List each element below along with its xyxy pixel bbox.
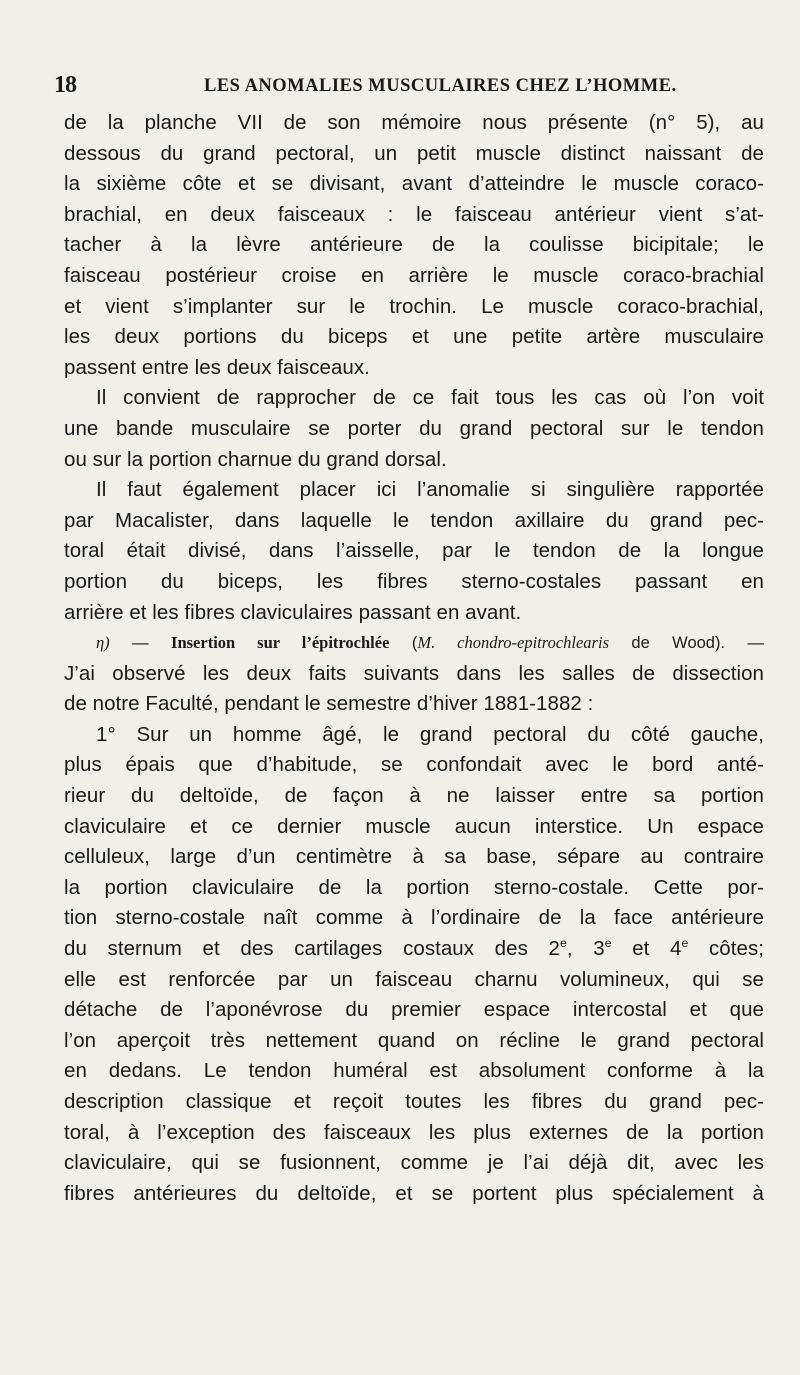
text-line: la sixième côte et se divisant, avant d’atteindre le muscle coraco- [64, 172, 764, 196]
running-title: LES ANOMALIES MUSCULAIRES CHEZ L’HOMME. [204, 76, 677, 96]
text-line: elle est renforcée par un faisceau charnu volumineux, qui se [64, 967, 764, 991]
section-heading-line [64, 628, 764, 659]
text-line: brachial, en deux faisceaux : le faisceau antérieur vient s’at- [64, 202, 764, 226]
text-line: une bande musculaire se porter du grand pectoral sur le tendon [64, 416, 764, 440]
ribs-text: du sternum et des cartilages costaux des 2 [64, 937, 560, 961]
page [54, 72, 764, 1209]
text-line: par Macalister, dans laquelle le tendon axillaire du grand pec- [64, 508, 764, 532]
text-line: détache de l’aponévrose du premier espace intercostal et que [64, 998, 764, 1022]
section-title: Insertion sur l’épitrochlée [171, 633, 390, 653]
paragraph-1 [64, 108, 764, 383]
section-heading [64, 628, 764, 659]
text-line: Il faut également placer ici l’anomalie si singulière rapportée [96, 478, 764, 502]
text-line: en dedans. Le tendon huméral est absolument conforme à la [64, 1059, 764, 1083]
ordinal-suffix: e [604, 936, 612, 951]
text-line: toral était divisé, dans l’aisselle, par le tendon de la longue [64, 539, 764, 563]
paragraph-2 [64, 383, 764, 475]
text-line: description classique et reçoit toutes les fibres du grand pec- [64, 1090, 764, 1113]
running-head [54, 72, 764, 108]
ribs-text: côtes; [688, 937, 764, 961]
text-line: dessous du grand pectoral, un petit muscle distinct naissant de [64, 141, 764, 165]
text-line: 1° Sur un homme âgé, le grand pectoral du côté gauche, [96, 722, 764, 746]
text-line: portion du biceps, les fibres sterno-costales passant en [64, 569, 764, 593]
ribs-line [64, 934, 764, 965]
text-line: faisceau postérieur croise en arrière le muscle coraco-brachial [64, 263, 764, 287]
text-line: ou sur la portion charnue du grand dorsal. [64, 447, 447, 471]
text-line: celluleux, large d’un centimètre à sa base, sépare au contraire [64, 845, 764, 869]
text-line: tion sterno-costale naît comme à l’ordinaire de la face antérieure [64, 906, 764, 930]
text-line: arrière et les fibres claviculaires passant en avant. [64, 600, 522, 624]
text-line: plus épais que d’habitude, se confondait avec le bord anté- [64, 753, 764, 777]
ordinal-suffix: e [559, 936, 567, 951]
text-line: la portion claviculaire de la portion sterno-costale. Cette por- [64, 875, 764, 899]
text-line: de la planche VII de son mémoire nous présente (n° 5), au [64, 111, 764, 134]
paragraph-3 [64, 475, 764, 628]
text-line: claviculaire, qui se fusionnent, comme je l’ai déjà dit, avec les [64, 1151, 764, 1175]
paragraph-4 [64, 659, 764, 720]
text-line: fibres antérieures du deltoïde, et se portent plus spécialement à [64, 1181, 764, 1205]
text-line: passent entre les deux faisceaux. [64, 355, 370, 379]
text-line: J’ai observé les deux faits suivants dans les salles de dissection [64, 661, 764, 685]
section-open-paren: ( [411, 634, 418, 653]
ribs-text: et 4 [611, 937, 682, 961]
ribs-text: , 3 [566, 937, 605, 961]
section-attribution: de Wood). — [609, 634, 764, 653]
text-line: l’on aperçoit très nettement quand on récline le grand pectoral [64, 1028, 764, 1052]
section-marker: η) [96, 633, 110, 653]
text-line: claviculaire et ce dernier muscle aucun interstice. Un espace [64, 814, 764, 838]
body-text [64, 108, 764, 1209]
section-latin-name: M. chondro-epitrochlearis [417, 633, 609, 653]
ordinal-suffix: e [681, 936, 689, 951]
text-line: rieur du deltoïde, de façon à ne laisser entre sa portion [64, 784, 764, 808]
page-number: 18 [54, 72, 76, 98]
text-line: les deux portions du biceps et une petite artère musculaire [64, 325, 764, 349]
text-line: toral, à l’exception des faisceaux les plus externes de la portion [64, 1120, 764, 1144]
section-dash: — [132, 634, 149, 653]
paragraph-5 [64, 720, 764, 1210]
text-line: Il convient de rapprocher de ce fait tous les cas où l’on voit [96, 386, 764, 410]
text-line: tacher à la lèvre antérieure de la coulisse bicipitale; le [64, 233, 764, 257]
text-line: de notre Faculté, pendant le semestre d’hiver 1881-1882 : [64, 692, 594, 716]
text-line: et vient s’implanter sur le trochin. Le muscle coraco-brachial, [64, 294, 764, 318]
